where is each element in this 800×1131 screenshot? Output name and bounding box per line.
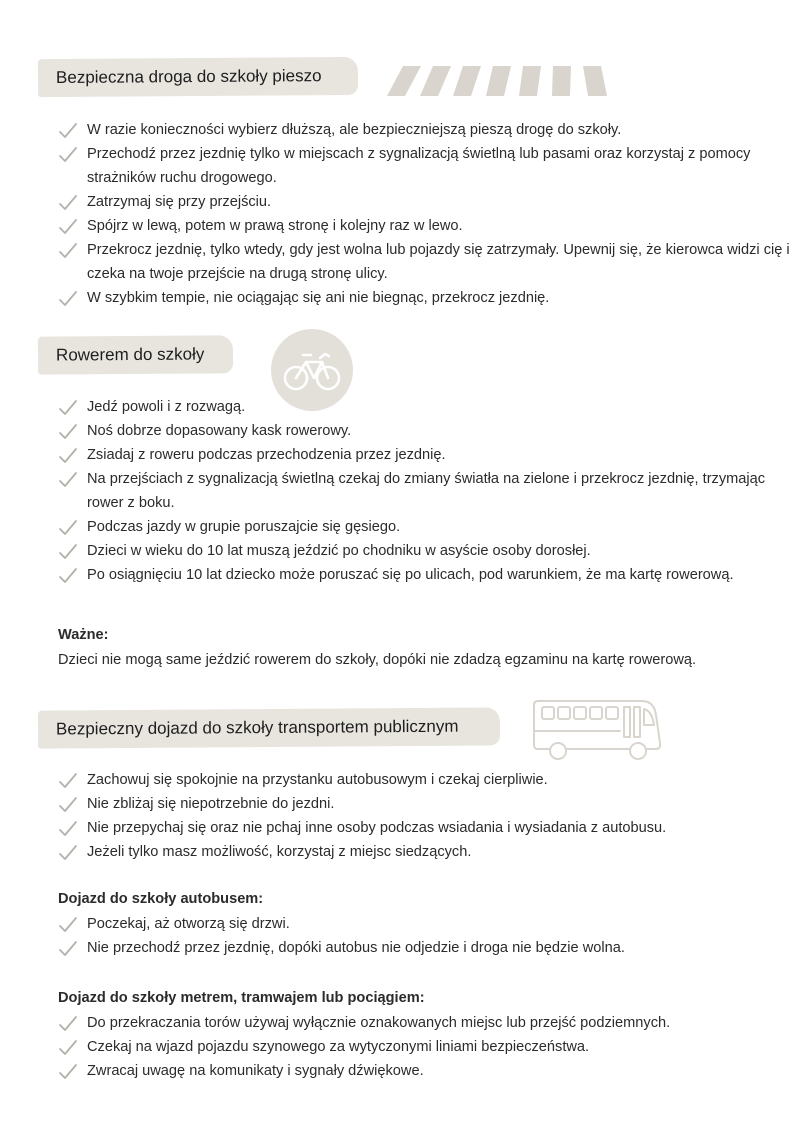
list-item: Dzieci w wieku do 10 lat muszą jeździć po chodniku w asyście osoby dorosłej. <box>58 539 800 563</box>
check-icon <box>58 1015 78 1033</box>
check-icon <box>58 820 78 838</box>
list-item: W razie konieczności wybierz dłuższą, ale bezpieczniejszą pieszą drogę do szkoły. <box>58 118 800 142</box>
check-icon <box>58 423 78 441</box>
list-item: Czekaj na wjazd pojazdu szynowego za wytyczonymi liniami bezpieczeństwa. <box>58 1035 670 1059</box>
section-heading-walk <box>38 57 358 97</box>
section-title-bike: Rowerem do szkoły <box>55 344 205 365</box>
check-icon <box>58 194 78 212</box>
check-icon <box>58 543 78 561</box>
list-item: Nie przechodź przez jezdnię, dopóki autobus nie odjedzie i droga nie będzie wolna. <box>58 936 625 960</box>
section-heading-transport <box>38 707 500 748</box>
list-item: Jeżeli tylko masz możliwość, korzystaj z miejsc siedzących. <box>58 840 666 864</box>
bus-label: Dojazd do szkoły autobusem: <box>58 891 264 907</box>
list-item: Jedź powoli i z rozwagą. <box>58 395 800 419</box>
list-item: Nie zbliżaj się niepotrzebnie do jezdni. <box>58 792 666 816</box>
check-icon <box>58 916 78 934</box>
list-item: Po osiągnięciu 10 lat dziecko może poruszać się po ulicach, pod warunkiem, że ma kartę rowerową. <box>58 563 800 587</box>
bike-list <box>58 395 800 587</box>
list-item: Noś dobrze dopasowany kask rowerowy. <box>58 419 800 443</box>
check-icon <box>58 122 78 140</box>
list-item: W szybkim tempie, nie ociągając się ani nie biegnąc, przekrocz jezdnię. <box>58 286 800 310</box>
list-item: Przechodź przez jezdnię tylko w miejscach z sygnalizacją świetlną lub pasami oraz korzystaj z pomocy strażników ruchu drogowego. <box>58 142 800 190</box>
check-icon <box>58 447 78 465</box>
walk-list <box>58 118 800 310</box>
check-icon <box>58 399 78 417</box>
crosswalk-icon <box>385 66 610 96</box>
list-item: Spójrz w lewą, potem w prawą stronę i kolejny raz w lewo. <box>58 214 800 238</box>
check-icon <box>58 146 78 164</box>
check-icon <box>58 471 78 489</box>
section-heading-bike <box>38 335 233 374</box>
check-icon <box>58 772 78 790</box>
check-icon <box>58 519 78 537</box>
check-icon <box>58 290 78 308</box>
list-item: Do przekraczania torów używaj wyłącznie oznakowanych miejsc lub przejść podziemnych. <box>58 1011 670 1035</box>
section-title-walk: Bezpieczna droga do szkoły pieszo <box>55 66 322 87</box>
rail-label: Dojazd do szkoły metrem, tramwajem lub pociągiem: <box>58 990 425 1006</box>
check-icon <box>58 242 78 260</box>
transport-list <box>58 768 666 864</box>
list-item: Przekrocz jezdnię, tylko wtedy, gdy jest wolna lub pojazdy się zatrzymały. Upewnij się, że kierowca widzi cię i czeka na twoje przejście na drugą stronę ulicy. <box>58 238 800 286</box>
check-icon <box>58 940 78 958</box>
check-icon <box>58 796 78 814</box>
list-item: Na przejściach z sygnalizacją świetlną czekaj do zmiany światła na zielone i przekrocz jezdnię, trzymając rower z boku. <box>58 467 800 515</box>
section-title-transport: Bezpieczny dojazd do szkoły transportem publicznym <box>55 716 459 739</box>
check-icon <box>58 1063 78 1081</box>
check-icon <box>58 844 78 862</box>
list-item: Zsiadaj z roweru podczas przechodzenia przez jezdnię. <box>58 443 800 467</box>
rail-list <box>58 1011 670 1083</box>
list-item: Nie przepychaj się oraz nie pchaj inne osoby podczas wsiadania i wysiadania z autobusu. <box>58 816 666 840</box>
list-item: Zachowuj się spokojnie na przystanku autobusowym i czekaj cierpliwie. <box>58 768 666 792</box>
bus-icon <box>530 695 670 767</box>
check-icon <box>58 1039 78 1057</box>
list-item: Zatrzymaj się przy przejściu. <box>58 190 800 214</box>
list-item: Poczekaj, aż otworzą się drzwi. <box>58 912 625 936</box>
list-item: Zwracaj uwagę na komunikaty i sygnały dźwiękowe. <box>58 1059 670 1083</box>
list-item: Podczas jazdy w grupie poruszajcie się gęsiego. <box>58 515 800 539</box>
check-icon <box>58 218 78 236</box>
important-text: Dzieci nie mogą same jeździć rowerem do szkoły, dopóki nie zdadzą egzaminu na kartę rowerową. <box>58 652 697 668</box>
check-icon <box>58 567 78 585</box>
important-label: Ważne: <box>58 627 109 643</box>
bus-list <box>58 912 625 960</box>
